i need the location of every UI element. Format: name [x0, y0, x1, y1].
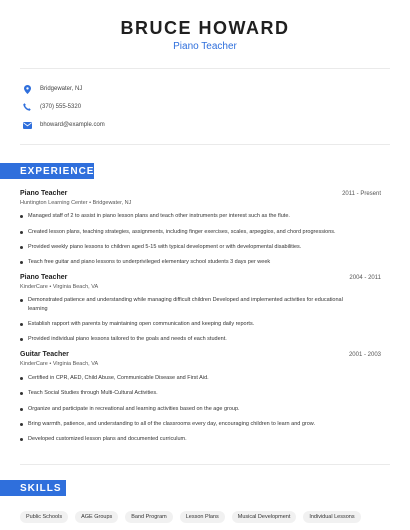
list-item	[20, 389, 360, 398]
job-dates: 2001 - 2003	[348, 352, 381, 358]
skill-chip: Band Program	[125, 511, 172, 523]
experience-heading: EXPERIENCE	[0, 163, 94, 179]
list-item	[20, 335, 360, 344]
bullet-text: Organize and participate in recreational and learning activities based on the age group.	[28, 406, 240, 412]
resume-role: Piano Teacher	[173, 41, 237, 52]
bullet-text: Certified in CPR, AED, Child Abuse, Communicable Disease and First Aid.	[28, 375, 209, 381]
job-company-line: Huntington Learning Center • Bridgewater, NJ	[20, 200, 132, 206]
list-item	[20, 405, 360, 414]
bullet-text: Teach Social Studies through Multi-Cultural Activities.	[28, 390, 158, 396]
bullet-text: Establish rapport with parents by maintaining open communication and keeping daily reports.	[28, 321, 255, 327]
job-title: Piano Teacher	[20, 190, 68, 197]
list-item	[20, 228, 360, 237]
job-dates: 2011 - Present	[342, 191, 381, 197]
contact-phone-text: (370) 555-5320	[40, 104, 82, 110]
list-item	[20, 420, 360, 429]
list-item	[20, 374, 360, 383]
skill-chip: Musical Development	[232, 511, 297, 523]
resume-name: BRUCE HOWARD	[120, 18, 290, 38]
header-divider	[20, 68, 390, 69]
bullet-text: Teach free guitar and piano lessons to underprivileged elementary school students 3 days per week	[28, 259, 271, 265]
job-title: Guitar Teacher	[20, 351, 69, 358]
contact-email	[22, 120, 105, 130]
bullet-text: Managed staff of 2 to assist in piano lesson plans and teach other instruments per interest such as the flute.	[28, 213, 290, 219]
job-location: Virginia Beach, VA	[52, 361, 99, 367]
skill-chip: AGE Groups	[75, 511, 118, 523]
list-item	[20, 258, 360, 267]
list-item	[20, 243, 360, 252]
contact-email-text: bhoward@example.com	[40, 122, 105, 128]
job-company-line: KinderCare • Virginia Beach, VA	[20, 361, 99, 367]
skill-chip: Public Schools	[20, 511, 68, 523]
job-company: Huntington Learning Center	[20, 200, 88, 206]
job-title: Piano Teacher	[20, 274, 68, 281]
job-company: KinderCare	[20, 284, 48, 290]
contact-phone	[22, 102, 81, 112]
skills-list	[20, 511, 368, 523]
job-company-line: KinderCare • Virginia Beach, VA	[20, 284, 99, 290]
job-location: Bridgewater, NJ	[92, 200, 132, 206]
bullet-text: Developed customized lesson plans and documented curriculum.	[28, 436, 187, 442]
contact-location-text: Bridgewater, NJ	[40, 86, 83, 92]
contact-location	[22, 84, 82, 94]
skills-heading: SKILLS	[0, 480, 66, 496]
bullet-text: Provided individual piano lessons tailored to the goals and needs of each student.	[28, 336, 227, 342]
skill-chip: Individual Lessons	[303, 511, 360, 523]
contact-divider	[20, 144, 390, 145]
email-icon	[22, 120, 32, 130]
list-item	[20, 435, 360, 444]
bullet-text: Created lesson plans, teaching strategies, assignments, including finger exercises, scales, arpeggios, and chord progressions.	[28, 229, 336, 235]
job-dates: 2004 - 2011	[349, 275, 381, 281]
bullet-text: Provided weekly piano lessons to children aged 5-15 with typical development or with developmental disabilities.	[28, 244, 302, 250]
experience-divider	[20, 464, 390, 465]
list-item	[20, 296, 360, 313]
bullet-text: Demonstrated patience and understanding while managing difficult children Developed and implemented activities for educational learning	[28, 297, 343, 312]
bullet-text: Bring warmth, patience, and understanding to all of the classrooms every day, encouraging children to learn and grow.	[28, 421, 315, 427]
phone-icon	[22, 102, 32, 112]
list-item	[20, 320, 360, 329]
job-location: Virginia Beach, VA	[52, 284, 99, 290]
location-pin-icon	[22, 84, 32, 94]
job-company: KinderCare	[20, 361, 48, 367]
skill-chip: Lesson Plans	[180, 511, 225, 523]
list-item	[20, 212, 360, 221]
